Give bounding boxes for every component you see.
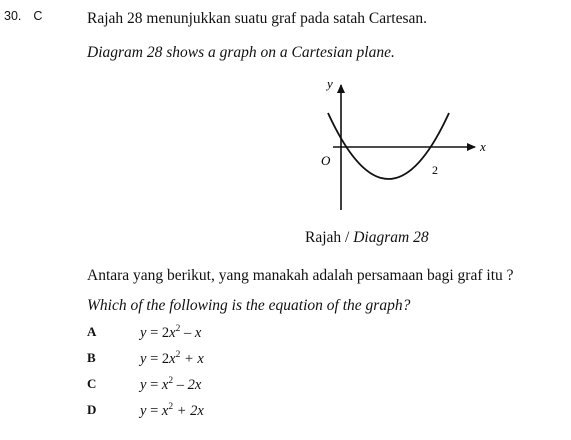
caption-english: Diagram 28	[353, 229, 429, 246]
question-number-label: 30.	[4, 9, 22, 23]
question-stem-malay: Rajah 28 menunjukkan suatu graf pada satah Cartesan.	[87, 10, 428, 27]
answer-key: C	[33, 9, 43, 23]
option-equation: $y = 2x^2 + x$	[140, 350, 204, 367]
question-prompt-english: Which of the following is the equation of the graph?	[87, 297, 411, 314]
option-a[interactable]	[87, 324, 287, 344]
option-letter: D	[87, 402, 97, 417]
option-letter: C	[87, 376, 97, 391]
x-axis-label: x	[480, 139, 486, 154]
question-number	[4, 9, 42, 23]
caption-separator: /	[341, 229, 354, 246]
option-equation: $y = x^2 - 2x$	[140, 376, 202, 393]
cartesian-graph	[305, 75, 505, 215]
option-b[interactable]	[87, 350, 287, 370]
parabola-curve	[328, 113, 449, 179]
question-prompt-malay: Antara yang berikut, yang manakah adalah persamaan bagi graf itu ?	[87, 267, 514, 284]
y-axis-label: y	[327, 76, 333, 91]
origin-label: O	[321, 153, 331, 168]
option-equation: $y = x^2 + 2x$	[140, 402, 204, 419]
caption-malay: Rajah	[305, 229, 342, 246]
option-letter: B	[87, 350, 96, 365]
option-d[interactable]	[87, 402, 287, 422]
option-letter: A	[87, 324, 97, 339]
root-label: 2	[432, 163, 438, 177]
question-stem-english: Diagram 28 shows a graph on a Cartesian plane.	[87, 44, 395, 61]
option-equation: $y = 2x^2 - x$	[140, 324, 202, 341]
diagram-caption	[305, 229, 429, 247]
option-c[interactable]	[87, 376, 287, 396]
